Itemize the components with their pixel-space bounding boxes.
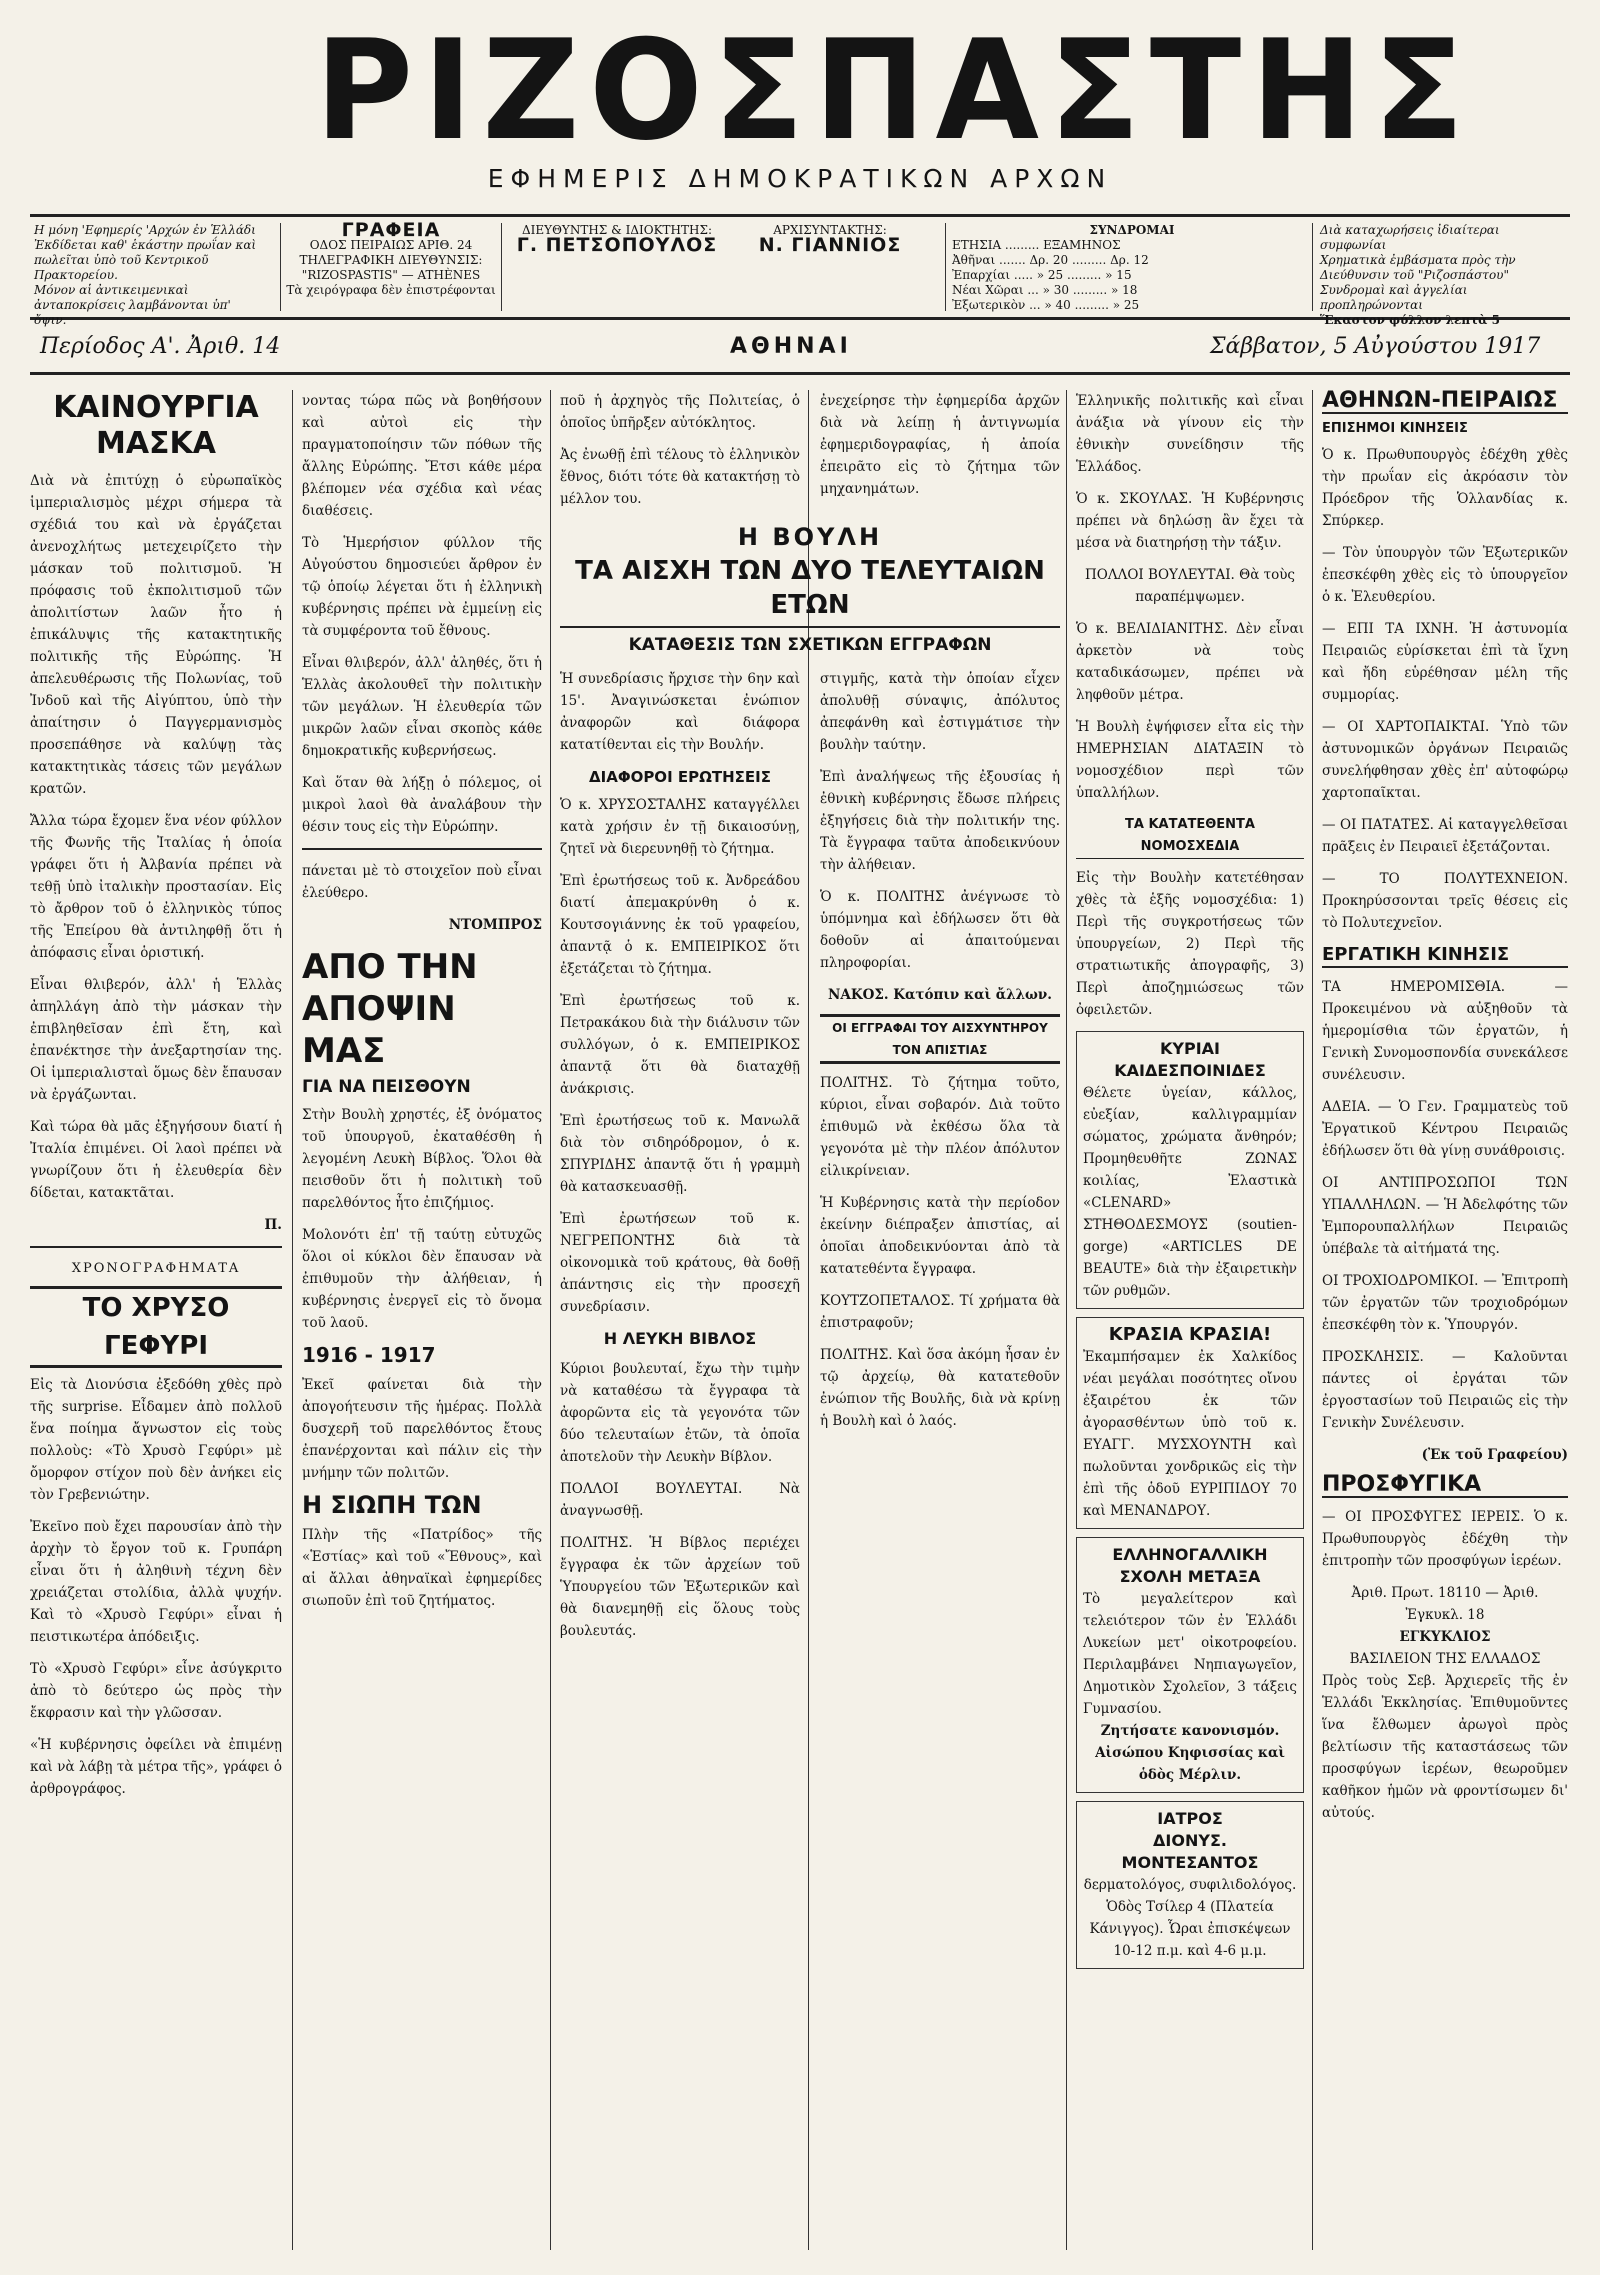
column-3-4 — [560, 390, 1060, 2250]
paragraph: πάνεται μὲ τὸ στοιχεῖον ποὺ εἶναι ἐλεύθερο. — [302, 863, 542, 901]
paragraph: Ἐπὶ ἀναλήψεως τῆς ἐξουσίας ἡ ἐθνικὴ κυβέρνησις ἔδωσε πλήρεις ἐξηγήσεις διὰ τὴν πολιτικήν της. Τὰ ἔγγραφα ταῦτα ἀποδεικνύουν τὴν ἀλήθειαν. — [820, 769, 1060, 873]
column-rule — [1066, 390, 1067, 2250]
paragraph: Ἡ Βουλὴ ἐψήφισεν εἶτα εἰς τὴν ΗΜΕΡΗΣΙΑΝ ΔΙΑΤΑΞΙΝ τὸ νομοσχέδιον περὶ τῶν ὑπαλλήλων. — [1076, 719, 1304, 801]
column-3 — [560, 668, 800, 1652]
protocol-number: Ἀριθ. Πρωτ. 18110 — Ἀριθ. Ἐγκυκλ. 18 — [1351, 1585, 1539, 1623]
issue-price: Ἕκαστον φύλλον λεπτὰ 5 — [1320, 313, 1500, 327]
subscription-line: Ἐξωτερικὸν ... » 40 ......... » 25 — [952, 298, 1140, 312]
paragraph: ΠΟΛΛΟΙ ΒΟΥΛΕΥΤΑΙ. Θὰ τοὺς παραπέμψωμεν. — [1085, 567, 1295, 605]
ad-text: Ζητήσατε κανονισμόν. Αἰσώπου Κηφισσίας καὶ ὁδὸς Μέρλιν. — [1095, 1723, 1285, 1783]
paragraph: ΚΟΥΤΖΟΠΕΤΑΛΟΣ. Τί χρήματα θὰ ἐπιστραφοῦν; — [820, 1293, 1060, 1331]
paragraph: ἐνεχείρησε τὴν ἐφημερίδα ἀρχῶν διὰ νὰ λείπῃ ἡ ἀντιγνωμία ἐφημεριδογραφίας, ἡ ἀποία ἐπειρᾶτο εἰς τὸ ζήτημα τῶν μηχανημάτων. — [820, 393, 1060, 497]
paragraph: Μολονότι ἐπ' τῇ ταύτῃ εὐτυχῶς ὅλοι οἱ κύκλοι δὲν ἔπαυσαν νὰ ἐπιθυμοῦν τὴν ἀλήθειαν, ἡ κυβέρνησις ἐνεργεῖ εἰς τὸ ὄνομα τοῦ λαοῦ. — [302, 1227, 542, 1331]
office-address: ΟΔΟΣ ΠΕΙΡΑΙΩΣ ΑΡΙΘ. 24 — [309, 238, 473, 252]
column-rule — [1312, 390, 1313, 2250]
paragraph: — ΕΠΙ ΤΑ ΙΧΝΗ. Ἡ ἀστυνομία Πειραιῶς εὑρίσκεται ἐπὶ τὰ ἴχνη καὶ ἤδη εὑρέθησαν μέλη τῆς συμμορίας. — [1322, 621, 1568, 703]
section-title: Η ΒΟΥΛΗ — [737, 523, 883, 551]
white-book-title: Η ΛΕΥΚΗ ΒΙΒΛΟΣ — [603, 1329, 757, 1348]
paragraph: Εἶναι θλιβερόν, ἀλλ' ἀληθές, ὅτι ἡ Ἑλλὰς ἀκολουθεῖ τὴν πολιτικὴν τῶν μεγάλων. Ἡ ἐλευθερία τῶν μικρῶν λαῶν εἶναι σκοπὸς κάθε δημοκρατικῆς κυβερνήσεως. — [302, 655, 542, 759]
paragraph: Ἐπὶ ἐρωτήσεως τοῦ κ. Ἀνδρεάδου διατί ἀπεμακρύνθη ὁ κ. Κουτσογιάννης ἐκ τοῦ γραφείου, ἀπαντᾷ ὁ κ. ΕΜΠΕΙΡΙΚΟΣ ὅτι ἐξετάζεται τὸ ζήτημα. — [560, 873, 800, 977]
telegraph-label: ΤΗΛΕΓΡΑΦΙΚΗ ΔΙΕΥΘΥΝΣΙΣ: — [299, 253, 483, 267]
paragraph: Ἐκεῖ φαίνεται διὰ τὴν ἀπογοήτευσιν τῆς ἡμέρας. Πολλὰ δυσχερῆ τοῦ παρελθόντος ἔτους ἐπανέρχονται καὶ πάλιν εἰς τὴν μνήμην τῶν πολιτῶν. — [302, 1377, 542, 1481]
paragraph: Ὁ κ. ΧΡΥΣΟΣΤΑΛΗΣ καταγγέλλει κατὰ χρήσιν ἐν τῇ δικαιοσύνῃ, ζητεῖ νὰ διερευνηθῇ τὸ ζήτημα. — [560, 797, 800, 857]
opinion-subtitle: ΓΙΑ ΝΑ ΠΕΙΣΘΟΥΝ — [302, 1077, 471, 1097]
subscription-line: ΕΤΗΣΙΑ ......... ΕΞΑΜΗΝΟΣ — [952, 238, 1121, 252]
motto-3: Μόνον αἱ ἀντικειμενικαὶ ἀνταποκρίσεις λαμβάνονται ὑπ' ὄψιν. — [34, 283, 231, 327]
paragraph: Ὁ κ. ΣΚΟΥΛΑΣ. Ἡ Κυβέρνησις πρέπει νὰ δηλώσῃ ἂν ἔχει τὰ μέσα νὰ διατηρήσῃ τὴν τάξιν. — [1076, 491, 1304, 551]
ad-title: ΕΛΛΗΝΟΓΑΛΛΙΚΗ ΣΧΟΛΗ ΜΕΤΑΞΑ — [1112, 1545, 1268, 1586]
column-5 — [1076, 390, 1304, 2250]
subscriptions-box — [945, 223, 1313, 311]
paragraph: — ΤΟ ΠΟΛΥΤΕΧΝΕΙΟΝ. Προκηρύσσονται τρεῖς θέσεις εἰς τὸ Πολυτεχνεῖον. — [1322, 871, 1568, 931]
paragraph: — Τὸν ὑπουργὸν τῶν Ἐξωτερικῶν ἐπεσκέφθη χθὲς εἰς τὸ ὑπουργεῖον ὁ κ. Ἐλευθερίου. — [1322, 545, 1568, 605]
paragraph: Ἡ Κυβέρνησις κατὰ τὴν περίοδον ἐκείνην διέπραξεν ἀπιστίας, αἱ ὁποῖαι ἀποδεικνύονται ἀπὸ τὰ κατατεθέντα ἔγγραφα. — [820, 1195, 1060, 1277]
section-title: ΑΘΗΝΩΝ-ΠΕΙΡΑΙΩΣ — [1322, 390, 1568, 414]
paragraph: Ἐκεῖνο ποὺ ἔχει παρουσίαν ἀπὸ τὴν ἀρχὴν τὸ ἔργον τοῦ κ. Γρυπάρη εἶναι ὅτι ἡ ἀληθινὴ τέχνη δὲν χρειάζεται στολίδια, ἀλλὰ ψυχήν. Καὶ τὸ «Χρυσὸ Γεφύρι» εἶναι ἡ πειστικωτέρα ἀπόδειξις. — [30, 1519, 282, 1645]
editor-box — [730, 223, 930, 311]
column-1 — [30, 390, 282, 2250]
column-4-top — [820, 390, 1060, 510]
subsection-title: ΕΠΙΣΗΜΟΙ ΚΙΝΗΣΕΙΣ — [1322, 421, 1468, 436]
paragraph: ΠΡΟΣΚΛΗΣΙΣ. — Καλοῦνται πάντες οἱ ἐργάται τῶν ἐργοστασίων τοῦ Πειραιῶς εἰς τὴν Γενικὴν Συνέλευσιν. — [1322, 1349, 1568, 1431]
advertisement — [1076, 1537, 1304, 1793]
section-label: ΧΡΟΝΟΓΡΑΦΗΜΑΤΑ — [71, 1261, 241, 1276]
paragraph: Ὁ κ. Πρωθυπουργὸς ἐδέχθη χθὲς τὴν πρωΐαν εἰς ἀκρόασιν τὸν Πρόεδρον τῆς Ὁλλανδίας κ. Σπύρκερ. — [1322, 447, 1568, 529]
office-box — [280, 219, 502, 311]
paragraph: Εἶναι θλιβερόν, ἀλλ' ἡ Ἑλλὰς ἀπηλλάγη ἀπὸ τὴν μάσκαν τὴν ἐπιβληθεῖσαν ἐπὶ ἔτη, καὶ ἐπανέκτησε τὴν ἀνεξαρτησίαν της. Οἱ ἱμπεριαλισταὶ ὅμως δὲν ἔπαυσαν νὰ ἐργάζωνται. — [30, 977, 282, 1103]
paragraph: ΟΙ ΤΡΟΧΙΟΔΡΟΜΙΚΟΙ. — Ἐπιτροπὴ τῶν ἐργατῶν τῶν τροχιοδρόμων ἐπεσκέφθη τὸν κ. Ὑπουργόν. — [1322, 1273, 1568, 1333]
editor-name: Ν. ΓΙΑΝΝΙΟΣ — [758, 234, 902, 256]
main-headline: ΤΑ ΑΙΣΧΗ ΤΩΝ ΔΥΟ ΤΕΛΕΥΤΑΙΩΝ ΕΤΩΝ — [560, 554, 1060, 628]
column-2 — [302, 390, 542, 2250]
masthead — [30, 10, 1570, 208]
ad-text: Τὸ μεγαλείτερον καὶ τελειότερον τῶν ἐν Ἑλλάδι Λυκείων μετ' οἰκοτροφείου. Περιλαμβάνει Νηπιαγωγεῖον, Δημοτικὸν Σχολεῖον, 3 τάξεις Γυμνασίου. — [1083, 1591, 1297, 1717]
paragraph: Στὴν Βουλὴ χρηστές, ἐξ ὀνόματος τοῦ ὑπουργοῦ, ἐκαταθέσθη ἡ λεγομένη Λευκὴ Βίβλος. Ὅλοι θὰ πεισθοῦν ὅτι ἡ πολιτικὴ τοῦ παρελθόντος ἦτο ἐπιζήμιος. — [302, 1107, 542, 1211]
column-3-top — [560, 390, 800, 520]
issue-strip — [30, 326, 1570, 375]
subscription-line: Ἀθῆναι ....... Δρ. 20 ......... Δρ. 12 — [952, 253, 1149, 267]
column-6 — [1322, 390, 1568, 2250]
divider — [30, 1246, 282, 1248]
main-subheadline: ΚΑΤΑΘΕΣΙΣ ΤΩΝ ΣΧΕΤΙΚΩΝ ΕΓΓΡΑΦΩΝ — [628, 635, 992, 655]
editor-label: ΑΡΧΙΣΥΝΤΑΚΤΗΣ: — [773, 223, 887, 237]
ads-note-3: Συνδρομαὶ καὶ ἀγγελίαι προπληρώνονται — [1320, 283, 1468, 312]
paragraph: Ἐπὶ ἐρωτήσεως τοῦ κ. Μανωλᾶ διὰ τὸν σιδηρόδρομον, ὁ κ. ΣΠΥΡΙΔΗΣ ἀπαντᾷ ὅτι ἡ γραμμὴ θὰ κατασκευασθῇ. — [560, 1113, 800, 1195]
ad-title: ΚΡΑΣΙΑ ΚΡΑΣΙΑ! — [1108, 1324, 1272, 1345]
bills-title: ΤΑ ΚΑΤΑΤΕΘΕΝΤΑ ΝΟΜΟΣΧΕΔΙΑ — [1076, 814, 1304, 859]
paragraph: Πρὸς τοὺς Σεβ. Ἀρχιερεῖς τῆς ἐν Ἑλλάδι Ἐκκλησίας. Ἐπιθυμοῦντες ἵνα ἔλθωμεν ἀρωγοὶ πρὸς βελτίωσιν τῆς καταστάσεως τῶν προσφύγων ἱερέων, θεωροῦμεν καθῆκον ἡμῶν νὰ φροντίσωμεν δι' αὐτούς. — [1322, 1673, 1568, 1821]
paragraph: Ἡ συνεδρίασις ἤρχισε τὴν 6ην καὶ 15'. Ἀναγινώσκεται ἐνώπιον ἀναφορῶν καὶ διάφορα κατατίθενται εἰς τὴν Βουλήν. — [560, 671, 800, 753]
ads-note-2: Χρηματικὰ ἐμβάσματα πρὸς τὴν Διεύθυνσιν τοῦ "Ριζοσπάστου" — [1320, 253, 1516, 282]
paragraph: — ΟΙ ΧΑΡΤΟΠΑΙΚΤΑΙ. Ὑπὸ τῶν ἀστυνομικῶν ὀργάνων Πειραιῶς συνελήφθησαν χθὲς ἐπ' αὐτοφώρῳ χαρτοπαῖκται. — [1322, 719, 1568, 801]
year-title: 1916 - 1917 — [302, 1343, 436, 1367]
paragraph: ΟΙ ΑΝΤΙΠΡΟΣΩΠΟΙ ΤΩΝ ΥΠΑΛΛΗΛΩΝ. — Ἡ Ἀδελφότης τῶν Ἐμπορουπαλλήλων Πειραιῶς ὑπέβαλε τὰ αἰτήματά της. — [1322, 1175, 1568, 1257]
paragraph: ΑΔΕΙΑ. — Ὁ Γεν. Γραμματεὺς τοῦ Ἐργατικοῦ Κέντρου Πειραιῶς ἐδήλωσεν ὅτι θὰ γίνῃ συνάθροισις. — [1322, 1099, 1568, 1159]
paragraph: Ἐπὶ ἐρωτήσεων τοῦ κ. ΝΕΓΡΕΠΟΝΤΗΣ διὰ τὰ οἰκονομικὰ τοῦ κράτους, θὰ δοθῇ ἀπάντησις εἰς τὴν προσεχῆ συνεδρίασιν. — [560, 1211, 800, 1315]
ad-title: ΚΥΡΙΑΙ ΚΑΙΔΕΣΠΟΙΝΙΔΕΣ — [1114, 1039, 1266, 1080]
paragraph: — ΟΙ ΠΑΤΑΤΕΣ. Αἱ καταγγελθεῖσαι πρᾶξεις ἐν Πειραιεῖ ἐξετάζονται. — [1322, 817, 1568, 855]
signature: (Ἐκ τοῦ Γραφείου) — [1421, 1447, 1568, 1463]
ads-note-1: Διὰ καταχωρήσεις ἰδιαίτεραι συμφωνίαι — [1320, 223, 1500, 252]
ad-doctor-name: ΔΙΟΝΥΣ. ΜΟΝΤΕΣΑΝΤΟΣ — [1121, 1831, 1259, 1872]
subscriptions-title: ΣΥΝΔΡΟΜΑΙ — [1089, 223, 1175, 237]
manuscripts-note: Τὰ χειρόγραφα δὲν ἐπιστρέφονται — [286, 283, 496, 297]
issue-date: Σάββατον, 5 Αὐγούστου 1917 — [1210, 334, 1541, 359]
paragraph: Ὁ κ. ΒΕΛΙΔΙΑΝΙΤΗΣ. Δὲν εἶναι ἀρκετὸν νὰ τοὺς καταδικάσωμεν, πρέπει νὰ ληφθοῦν μέτρα. — [1076, 621, 1304, 703]
paragraph: Καὶ ὅταν θὰ λήξῃ ὁ πόλεμος, οἱ μικροὶ λαοὶ θὰ ἀναλάβουν τὴν θέσιν τους εἰς τὴν Εὐρώπην. — [302, 775, 542, 835]
paragraph: ΠΟΛΙΤΗΣ. Ἡ Βίβλος περιέχει ἔγγραφα ἐκ τῶν ἀρχείων τοῦ Ὑπουργείου τῶν Ἐξωτερικῶν καὶ θὰ διανεμηθῇ εἰς ὅλους τοὺς βουλευτάς. — [560, 1535, 800, 1639]
column-4 — [820, 668, 1060, 1442]
ad-text: Θέλετε ὑγείαν, κάλλος, εὐεξίαν, καλλιγραμμίαν σώματος, χρώματα ἄνθηρόν; Προμηθευθῆτε ΖΩΝΑΣ κοιλίας, Ἐλαστικὰ «CLENARD» ΣΤΗΘΟΔΕΣΜΟΥΣ (soutien-gorge) «ARTICLES DE BEAUTE» διὰ τὴν ἐξαιρετικὴν τῶν ρυθμῶν. — [1083, 1085, 1297, 1299]
opinion-title: ΑΠΟ ΤΗΝ ΑΠΟΨΙΝ ΜΑΣ — [302, 947, 478, 1071]
signature: Π. — [264, 1217, 282, 1233]
director-box — [512, 223, 722, 311]
paragraph: Διὰ νὰ ἐπιτύχῃ ὁ εὐρωπαϊκὸς ἱμπεριαλισμὸς μέχρι σήμερα τὰ σχέδιά του καὶ νὰ ἐργάζεται ἀνενοχλήτως μετεχειρίζετο τὴν μάσκαν τοῦ πολιτισμοῦ. Ἡ πρόφασις τοῦ ἐκπολιτισμοῦ τῶν ἀπολιτίστων λαῶν ἦτο ἡ ἐπικάλυψις τῆς κατακτητικῆς πολιτικῆς τῆς Εὐρώπης. Ἡ ἀπελευθέρωσις τῆς Πολωνίας, τοῦ Ἰνδοῦ καὶ τῆς Αἰγύπτου, ὑπὸ τὴν ἀπαίτησιν ὁ Παγγερμανισμὸς προσεπάθησε νὰ καλύψῃ τὰς κατακτητικὰς τάσεις τῶν μεγάλων κρατῶν. — [30, 473, 282, 797]
issue-city: ΑΘΗΝΑΙ — [730, 334, 852, 359]
labor-title: ΕΡΓΑΤΙΚΗ ΚΙΝΗΣΙΣ — [1322, 944, 1568, 968]
paragraph: Καὶ τώρα θὰ μᾶς ἐξηγήσουν διατί ἡ Ἰταλία ἐπιμένει. Οἱ λαοὶ πρέπει νὰ γνωρίζουν ὅτι ἡ ἐλευθερία δὲν δίδεται, κατακτᾶται. — [30, 1119, 282, 1201]
paragraph: — ΟΙ ΠΡΟΣΦΥΓΕΣ ΙΕΡΕΙΣ. Ὁ κ. Πρωθυπουργὸς ἐδέχθη τὴν ἐπιτροπὴν τῶν προσφύγων ἱερέων. — [1322, 1509, 1568, 1569]
ad-text: δερματολόγος, συφιλιδολόγος. Ὁδὸς Τσίλερ 4 (Πλατεία Κάνιγγος). Ὧραι ἐπισκέψεων 10-12 π.μ. καὶ 4-6 μ.μ. — [1083, 1877, 1297, 1959]
office-title: ΓΡΑΦΕΙΑ — [341, 219, 441, 241]
director-label: ΔΙΕΥΘΥΝΤΗΣ & ΙΔΙΟΚΤΗΤΗΣ: — [521, 223, 713, 237]
paragraph: ΠΟΛΛΟΙ ΒΟΥΛΕΥΤΑΙ. Νὰ ἀναγνωσθῇ. — [560, 1481, 800, 1519]
paragraph: Κύριοι βουλευταί, ἔχω τὴν τιμὴν νὰ καταθέσω τὰ ἔγγραφα τὰ ἀφορῶντα εἰς τὰ γεγονότα τῶν δύο τελευταίων ἐτῶν, τὰ ὁποῖα ἀποτελοῦν τὴν Λευκὴν Βίβλον. — [560, 1361, 800, 1465]
paragraph: νοντας τώρα πῶς νὰ βοηθήσουν καὶ αὐτοὶ εἰς τὴν πραγματοποίησιν τῶν πόθων τῆς ἄλλης Εὐρώπης. Ἔτσι κάθε μέρα βλέπομεν νέα σχέδια καὶ νέας διαθέσεις. — [302, 393, 542, 519]
column-rule — [292, 390, 293, 2250]
advertisement — [1076, 1317, 1304, 1529]
ad-title: ΙΑΤΡΟΣ — [1157, 1809, 1223, 1828]
newspaper-title: ΡΙΖΟΣΠΑΣΤΗΣ — [315, 10, 1474, 171]
column-title: ΤΟ ΧΡΥΣΟ ΓΕΦΥΡΙ — [30, 1286, 282, 1368]
issue-number: Περίοδος Α'. Ἀριθ. 14 — [40, 334, 281, 359]
paragraph: Πλὴν τῆς «Πατρίδος» τῆς «Ἑστίας» καὶ τοῦ «Ἔθνους», καὶ αἱ ἄλλαι ἀθηναϊκαὶ ἐφημερίδες σιωποῦν ἐπὶ τοῦ ζητήματος. — [302, 1527, 542, 1609]
article-title: ΚΑΙΝΟΥΡΓΙΑ ΜΑΣΚΑ — [53, 390, 259, 461]
director-name: Γ. ΠΕΤΣΟΠΟΥΛΟΣ — [516, 234, 718, 256]
ad-text: Ἐκαμπήσαμεν ἐκ Χαλκίδος νέαι μεγάλαι ποσότητες οἴνου ἐξαιρέτου ἐκ τῶν ἀγορασθέντων ὑπὸ τοῦ κ. ΕΥΑΓΓ. ΜΥΣΧΟΥΝΤΗ καὶ πωλοῦνται χονδρικῶς εἰς τὴν ἐπὶ τῆς ὁδοῦ ΕΥΡΙΠΙΔΟΥ 70 καὶ ΜΕΝΑΝΔΡΟΥ. — [1083, 1349, 1297, 1519]
paragraph: ποῦ ἡ ἀρχηγὸς τῆς Πολιτείας, ὁ ὁποῖος ὑπῆρξεν αὐτόκλητος. — [560, 393, 800, 431]
telegraph-address: "RIZOSPASTIS" — ATHÈNES — [301, 268, 481, 282]
paragraph: ΤΑ ΗΜΕΡΟΜΙΣΘΙΑ. — Προκειμένου νὰ αὐξηθοῦν τὰ ἡμερομίσθια τῶν ἐργατῶν, ἡ Γενικὴ Συνομοσπονδία συνεκάλεσε συνέλευσιν. — [1322, 979, 1568, 1083]
paragraph: Ἀς ἐνωθῇ ἐπὶ τέλους τὸ ἑλληνικὸν ἔθνος, διότι τότε θὰ κατακτήσῃ τὸ μέλλον του. — [560, 447, 800, 507]
ads-box — [1320, 223, 1565, 327]
newspaper-subtitle: ΕΦΗΜΕΡΙΣ ΔΗΜΟΚΡΑΤΙΚΩΝ ΑΡΧΩΝ — [487, 164, 1113, 193]
paragraph: Τὸ «Χρυσὸ Γεφύρι» εἶνε ἀσύγκριτο ἀπὸ τὸ δεύτερο ὡς πρὸς τὴν ἔκφρασιν καὶ τὴν γλῶσσαν. — [30, 1661, 282, 1721]
motto-2: Ἐκδίδεται καθ' ἑκάστην πρωΐαν καὶ πωλεῖται ὑπὸ τοῦ Κεντρικοῦ Πρακτορείου. — [34, 238, 257, 282]
kingdom-title: ΒΑΣΙΛΕΙΟΝ ΤΗΣ ΕΛΛΑΔΟΣ — [1349, 1651, 1541, 1667]
paragraph: ΠΟΛΙΤΗΣ. Καὶ ὅσα ἀκόμη ἦσαν ἐν τῷ ἀρχείῳ, θὰ κατατεθοῦν ἐνώπιον τῆς Βουλῆς, διὰ νὰ κρίνῃ ἡ Βουλὴ καὶ ὁ λαός. — [820, 1347, 1060, 1429]
questions-title: ΔΙΑΦΟΡΟΙ ΕΡΩΤΗΣΕΙΣ — [589, 768, 771, 786]
advertisement — [1076, 1031, 1304, 1309]
subscription-line: Ἐπαρχίαι ..... » 25 ......... » 15 — [952, 268, 1132, 282]
advertisement — [1076, 1801, 1304, 1969]
paragraph: Ὁ κ. ΠΟΛΙΤΗΣ ἀνέγνωσε τὸ ὑπόμνημα καὶ ἐδήλωσεν ὅτι θὰ δοθοῦν αἱ ἀπαιτούμεναι πληροφορίαι. — [820, 889, 1060, 971]
paragraph: «Ἡ κυβέρνησις ὀφείλει νὰ ἐπιμένῃ καὶ νὰ λάβῃ τὰ μέτρα τῆς», γράφει ὁ ἀρθρογράφος. — [30, 1737, 282, 1797]
subsection-title: ΟΙ ΕΓΓΡΑΦΑΙ ΤΟΥ ΑΙΣΧΥΝΤΗΡΟΥ ΤΟΝ ΑΠΙΣΤΙΑΣ — [820, 1014, 1060, 1064]
author-signature: ΝΤΟΜΠΡΟΣ — [448, 917, 542, 933]
newspaper-page — [30, 10, 1570, 2258]
column-rule — [550, 390, 551, 2250]
motto: Η μόνη 'Εφημερίς 'Αρχών ἐν Ἑλλάδι — [34, 223, 256, 237]
signature: ΝΑΚΟΣ. Κατόπιν καὶ ἄλλων. — [828, 987, 1052, 1003]
refugees-title: ΠΡΟΣΦΥΓΙΚΑ — [1322, 1474, 1568, 1498]
paragraph: Ἐπὶ ἐρωτήσεως τοῦ κ. Πετρακάκου διὰ τὴν διάλυσιν τῶν συλλόγων, ὁ κ. ΕΜΠΕΙΡΙΚΟΣ ἀπαντᾷ ὅτι θὰ διαταχθῇ ἀνάκρισις. — [560, 993, 800, 1097]
motto-box — [34, 223, 264, 327]
divider — [302, 848, 542, 850]
paragraph: Τὸ Ἡμερήσιον φύλλον τῆς Αὐγούστου δημοσιεύει ἄρθρον ἐν τῷ ὁποίῳ λέγεται ὅτι ἡ ἐλληνικὴ κυβέρνησις πρέπει νὰ ἐμμείνῃ εἰς τὰ συμφέροντα τοῦ ἔθνους. — [302, 535, 542, 639]
info-bar — [30, 214, 1570, 327]
paragraph: Εἰς τὰ Διονύσια ἐξεδόθη χθὲς πρὸ τῆς surprise. Εἶδαμεν ἀπὸ πολλοῦ ἕνα ποίημα ἄγνωστον εἰς τοὺς πολλοὺς: «Τὸ Χρυσὸ Γεφύρι» μὲ ὄμορφον στίχον ποὺ δὲν ἀνήκει εἰς τὸν Γρεβενιώτην. — [30, 1377, 282, 1503]
paragraph: Ἄλλα τώρα ἔχομεν ἕνα νέον φύλλον τῆς Φωνῆς τῆς Ἰταλίας ἡ ὁποία γράφει ὅτι ἡ Ἀλβανία πρέπει νὰ τεθῇ ὑπὸ ἰταλικὴν προστασίαν. Εἰς τὸ ἄρθρον τοῦ ὁ ἐλληνικὸς τύπος τῆς Ἐπείρου θὰ ἀντιληφθῇ ὅτι ἡ ἀπόφασις εἶναι ὁριστική. — [30, 813, 282, 961]
paragraph: Ἑλληνικῆς πολιτικῆς καὶ εἶναι ἀνάξια νὰ γίνουν εἰς τὴν ἐθνικὴν συνείδησιν τῆς Ἑλλάδος. — [1076, 393, 1304, 475]
paragraph: στιγμῆς, κατὰ τὴν ὁποίαν εἶχεν ἀπολυθῇ σύναψις, ἀπόλυτος ἀπεφάνθη καὶ ἐστιγμάτισε τὴν βουλὴν ταύτην. — [820, 671, 1060, 753]
paragraph: Εἰς τὴν Βουλὴν κατετέθησαν χθὲς τὰ ἑξῆς νομοσχέδια: 1) Περὶ τῆς συγκροτήσεως τῶν ὑπουργείων, 2) Περὶ τῆς στρατιωτικῆς ἀπογραφῆς, 3) Περὶ ἀποζημιώσεως τῶν ὀφειλετῶν. — [1076, 870, 1304, 1018]
silence-title: Η ΣΙΩΠΗ ΤΩΝ — [302, 1491, 482, 1519]
subscription-line: Νέαι Χῶραι ... » 30 ......... » 18 — [952, 283, 1138, 297]
paragraph: ΠΟΛΙΤΗΣ. Τὸ ζήτημα τοῦτο, κύριοι, εἶναι σοβαρόν. Διὰ τοῦτο ἐπιθυμῶ νὰ ἐκθέσω ὅλα τὰ γεγονότα μὲ τὴν πλέον ἀπόλυτον εἰλικρίνειαν. — [820, 1075, 1060, 1179]
circular-title: ΕΓΚΥΚΛΙΟΣ — [1399, 1629, 1491, 1645]
